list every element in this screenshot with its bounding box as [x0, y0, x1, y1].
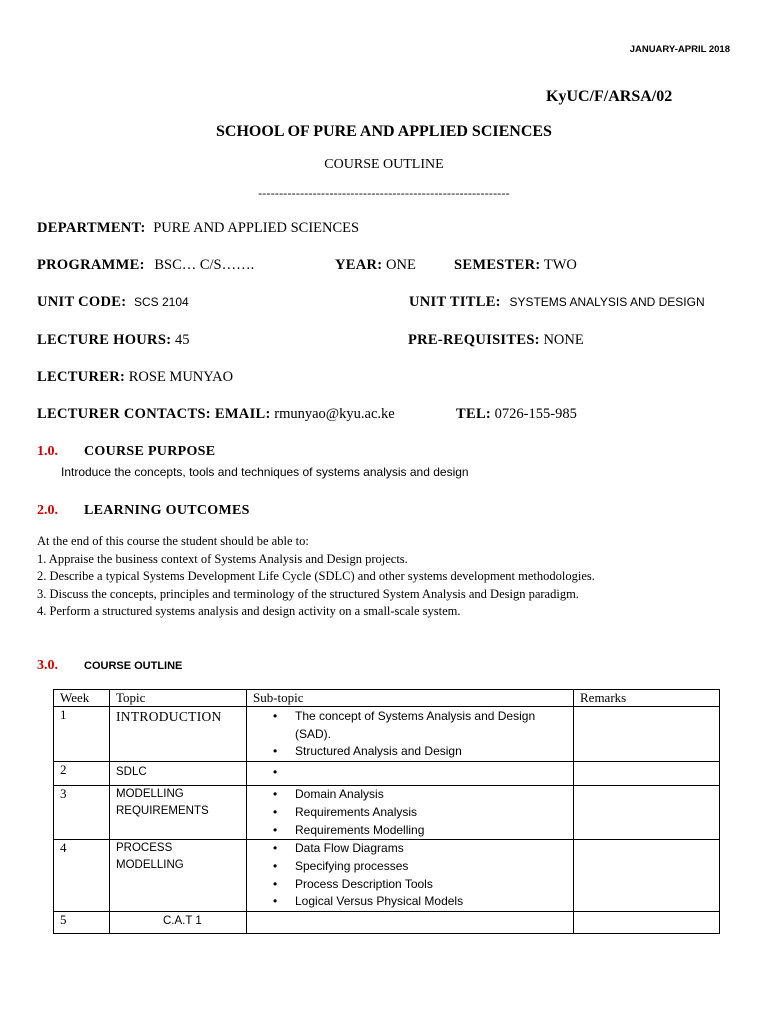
subtopic-item: • Structured Analysis and Design — [295, 743, 567, 761]
lecture-hours-row — [37, 332, 189, 349]
topic-cell: INTRODUCTION — [110, 707, 247, 762]
bullet-icon: • — [273, 858, 278, 873]
remarks-cell — [574, 840, 720, 912]
header-remarks: Remarks — [574, 690, 720, 707]
semester-field — [454, 257, 577, 274]
week-cell: 2 — [54, 762, 110, 786]
outcome-item: 3. Discuss the concepts, principles and terminology of the structured System Analysis and Design paradigm. — [37, 586, 579, 601]
subtopic-item: • Requirements Analysis — [295, 804, 567, 822]
remarks-cell — [574, 786, 720, 840]
subtopic-cell — [247, 707, 574, 762]
lecture-hours-label: LECTURE HOURS: — [37, 332, 172, 348]
school-name: SCHOOL OF PURE AND APPLIED SCIENCES — [216, 123, 552, 140]
lecture-hours-value: 45 — [174, 332, 190, 348]
bullet-icon: • — [273, 744, 278, 759]
programme-row — [37, 257, 254, 274]
learning-outcomes-list — [37, 533, 595, 621]
department-row — [37, 220, 359, 237]
prerequisites-value: NONE — [543, 332, 584, 348]
department-label: DEPARTMENT: — [37, 220, 146, 236]
unit-code-value: SCS 2104 — [133, 295, 189, 309]
semester-value: TWO — [543, 257, 577, 273]
header-week: Week — [54, 690, 110, 707]
unit-code-label: UNIT CODE: — [37, 294, 127, 310]
programme-value: BSC… C/S……. — [154, 257, 255, 273]
subtopic-item: • Domain Analysis — [295, 786, 567, 804]
week-cell: 1 — [54, 707, 110, 762]
table-row — [54, 707, 720, 762]
subtopic-cell — [247, 840, 574, 912]
table-row — [54, 912, 720, 934]
subtopic-item: • Requirements Modelling — [295, 822, 567, 840]
semester-label: SEMESTER: — [454, 257, 541, 273]
subtopic-item: • Logical Versus Physical Models — [295, 893, 567, 911]
table-row — [54, 840, 720, 912]
year-value: ONE — [386, 257, 416, 273]
header-topic: Topic — [110, 690, 247, 707]
table-row — [54, 762, 720, 786]
week-cell: 3 — [54, 786, 110, 840]
topic-cell: SDLC — [110, 762, 247, 786]
lecturer-email: rmunyao@kyu.ac.ke — [274, 406, 395, 422]
lecturer-value: ROSE MUNYAO — [128, 369, 234, 385]
course-purpose-text: Introduce the concepts, tools and techniques of systems analysis and design — [61, 465, 469, 479]
tel-label: TEL: — [456, 406, 492, 422]
bullet-icon: • — [273, 787, 278, 802]
document-title: COURSE OUTLINE — [324, 157, 444, 172]
programme-label: PROGRAMME: — [37, 257, 145, 273]
bullet-icon: • — [273, 765, 278, 780]
week-cell: 5 — [54, 912, 110, 934]
year-field — [335, 257, 416, 274]
remarks-cell — [574, 762, 720, 786]
separator-line: ------------------------------------------------------------ — [258, 186, 510, 200]
section-number-outcomes: 2.0. — [37, 503, 58, 518]
prerequisites-field — [408, 332, 584, 349]
remarks-cell — [574, 707, 720, 762]
outcomes-intro: At the end of this course the student should be able to: — [37, 534, 309, 548]
course-outline-table — [53, 689, 720, 934]
bullet-icon: • — [273, 709, 278, 723]
bullet-icon: • — [273, 822, 278, 837]
unit-code-row — [37, 294, 189, 311]
contacts-row — [37, 406, 395, 423]
lecturer-label: LECTURER: — [37, 369, 126, 385]
week-cell: 4 — [54, 840, 110, 912]
tel-value: 0726-155-985 — [494, 406, 577, 422]
bullet-icon: • — [273, 894, 278, 909]
outcome-item: 1. Appraise the business context of Systems Analysis and Design projects. — [37, 551, 408, 566]
unit-title-value: SYSTEMS ANALYSIS AND DESIGN — [509, 295, 705, 309]
table-header-row — [54, 690, 720, 707]
contacts-label: LECTURER CONTACTS: EMAIL: — [37, 406, 271, 422]
department-value: PURE AND APPLIED SCIENCES — [153, 220, 360, 236]
subtopic-item: • Data Flow Diagrams — [295, 840, 567, 858]
bullet-icon: • — [273, 841, 278, 856]
subtopic-cell — [247, 912, 574, 934]
document-code: KyUC/F/ARSA/02 — [546, 88, 673, 105]
section-title-outcomes: LEARNING OUTCOMES — [84, 503, 250, 518]
section-number-outline: 3.0. — [37, 658, 58, 673]
header-subtopic: Sub-topic — [247, 690, 574, 707]
bullet-icon: • — [273, 876, 278, 891]
unit-title-field — [409, 294, 705, 311]
topic-cell: C.A.T 1 — [110, 912, 247, 934]
section-number-purpose: 1.0. — [37, 444, 58, 459]
topic-cell: PROCESS MODELLING — [110, 840, 247, 912]
outcome-item: 4. Perform a structured systems analysis and design activity on a small-scale system. — [37, 604, 461, 618]
section-title-purpose: COURSE PURPOSE — [84, 444, 216, 459]
subtopic-cell — [247, 762, 574, 786]
year-label: YEAR: — [335, 257, 383, 273]
tel-field — [456, 406, 577, 423]
topic-cell: MODELLING REQUIREMENTS — [110, 786, 247, 840]
outcome-item: 2. Describe a typical Systems Development Life Cycle (SDLC) and other systems development methodologies. — [37, 569, 595, 583]
lecturer-row — [37, 369, 233, 386]
table-row — [54, 786, 720, 840]
remarks-cell — [574, 912, 720, 934]
subtopic-item: • The concept of Systems Analysis and Design (SAD). — [273, 709, 536, 741]
section-title-outline: COURSE OUTLINE — [84, 660, 183, 672]
subtopic-cell — [247, 786, 574, 840]
unit-title-label: UNIT TITLE: — [409, 294, 501, 310]
subtopic-item: • Specifying processes — [295, 858, 567, 876]
prerequisites-label: PRE-REQUISITES: — [408, 332, 540, 348]
date-range: JANUARY-APRIL 2018 — [629, 44, 730, 55]
subtopic-item: • Process Description Tools — [295, 876, 567, 894]
bullet-icon: • — [273, 804, 278, 819]
